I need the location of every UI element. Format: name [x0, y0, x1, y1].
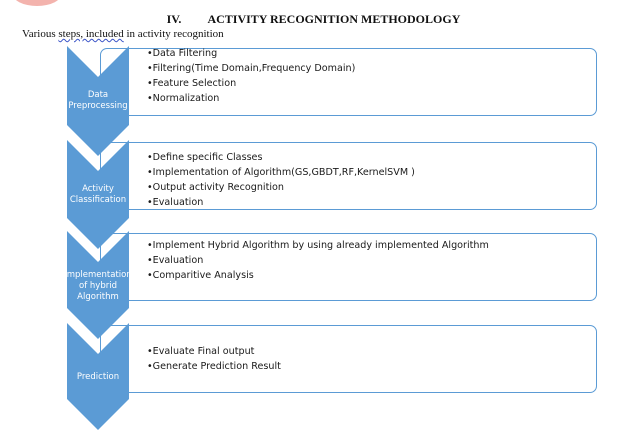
bullet-item: •Data Filtering [147, 48, 218, 59]
chevron-label-line: Algorithm [77, 292, 119, 302]
bullet-item: •Implementation of Algorithm(GS,GBDT,RF,KernelSVM ) [147, 167, 415, 178]
chevron-label-line: Preprocessing [68, 101, 128, 111]
section-number: IV. [166, 12, 182, 26]
bullet-item: •Implement Hybrid Algorithm by using already implemented Algorithm [147, 240, 489, 251]
chevron-label-line: of hybrid [79, 281, 117, 291]
bullet-item: •Feature Selection [147, 78, 237, 89]
bullet-item: •Comparitive Analysis [147, 270, 254, 281]
intro-squiggle-text: steps, included [58, 28, 124, 40]
intro-suffix: in activity recognition [123, 28, 224, 40]
chevron-label-line: Prediction [76, 372, 120, 382]
bullet-item: •Evaluate Final output [147, 346, 255, 357]
bullet-item: •Output activity Recognition [147, 182, 284, 193]
chevron-label-line: Activity [82, 184, 114, 194]
chevron-label-prediction [48, 372, 148, 383]
chevron-label-classification [48, 184, 148, 206]
chevron-label-line: Implementation [64, 270, 132, 280]
bullet-item: •Evaluation [147, 197, 204, 208]
chevron-label-hybrid [48, 270, 148, 303]
chevron-label-line: Data [87, 90, 109, 100]
bullet-item: •Filtering(Time Domain,Frequency Domain) [147, 63, 356, 74]
bullet-item: •Evaluation [147, 255, 204, 266]
bullet-item: •Normalization [147, 93, 220, 104]
section-title: ACTIVITY RECOGNITION METHODOLOGY [207, 12, 461, 26]
chevron-label-line: Classification [69, 195, 127, 205]
intro-prefix: Various [22, 28, 59, 40]
bullet-item: •Define specific Classes [147, 152, 263, 163]
bullet-item: •Generate Prediction Result [147, 361, 281, 372]
chevron-label-preprocessing [48, 90, 148, 112]
